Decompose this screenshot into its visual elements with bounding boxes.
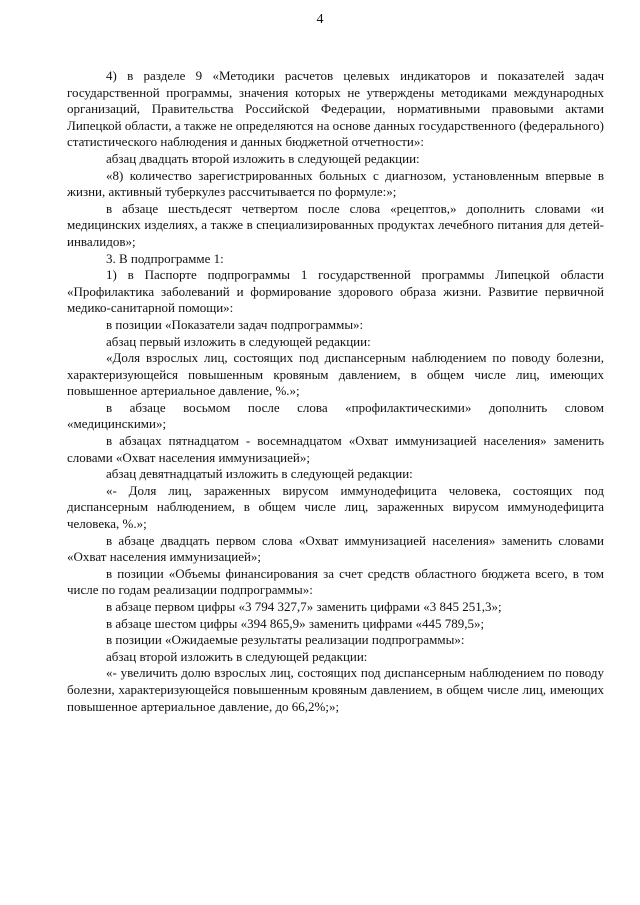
paragraph: «- Доля лиц, зараженных вирусом иммунодефицита человека, состоящих под диспансерным наблюдением, в общем числе лиц, зараженных вирусом иммунодефицита человека, %.»; xyxy=(67,482,604,532)
paragraph: абзац девятнадцатый изложить в следующей редакции: xyxy=(106,466,413,482)
paragraph: абзац двадцать второй изложить в следующей редакции: xyxy=(106,150,420,166)
paragraph: в абзаце первом цифры «3 794 327,7» заменить цифрами «3 845 251,3»; xyxy=(106,599,502,614)
paragraph: в абзаце шестьдесят четвертом после слова «рецептов,» дополнить словами «и медицинских изделиях, а также в специализированных продуктах лечебного питания для детей-инвалидов»; xyxy=(67,200,604,249)
paragraph: в абзаце шестом цифры «394 865,9» заменить цифрами «445 789,5»; xyxy=(106,615,485,631)
paragraph: 4) в разделе 9 «Методики расчетов целевых индикаторов и показателей задач государственной программы, значения которых не утверждены методиками международных организаций, Правительства Российской Федерации, нормативными правовыми актами Липецкой области, а также не определяются на основе данных государственного (федерального) статистического наблюдения и данных бюджетной отчетности»: xyxy=(67,68,604,150)
paragraph: в позиции «Показатели задач подпрограммы»: xyxy=(106,316,364,332)
paragraph: абзац первый изложить в следующей редакции: xyxy=(106,333,371,349)
paragraph: в позиции «Ожидаемые результаты реализации подпрограммы»: xyxy=(106,632,465,648)
paragraph: «Доля взрослых лиц, состоящих под диспансерным наблюдением по поводу болезни, характеризующейся повышенным кровяным давлением, в общем числе лиц, имеющих повышенное артериальное давление, %.»; xyxy=(67,350,604,399)
paragraph: 1) в Паспорте подпрограммы 1 государственной программы Липецкой области «Профилактика заболеваний и формирование здорового образа жизни. Развитие первичной медико-санитарной помощи»: xyxy=(67,267,604,316)
document-body xyxy=(67,68,604,715)
paragraph: «8) количество зарегистрированных больных с диагнозом, установленным впервые в жизни, активный туберкулез рассчитывается по формуле:»; xyxy=(67,167,604,200)
paragraph: 3. В подпрограмме 1: xyxy=(106,250,224,266)
page-number: 4 xyxy=(316,12,324,27)
paragraph: абзац второй изложить в следующей редакции: xyxy=(106,648,368,664)
paragraph: в абзаце двадцать первом слова «Охват иммунизацией населения» заменить словами «Охват населения иммунизацией»; xyxy=(67,532,604,565)
paragraph: «- увеличить долю взрослых лиц, состоящих под диспансерным наблюдением по поводу болезни, характеризующейся повышенным кровяным давлением, в общем числе лиц, имеющих повышенное артериальное давление, до 66,2%;»; xyxy=(67,665,604,714)
paragraph: в позиции «Объемы финансирования за счет средств областного бюджета всего, в том числе по годам реализации подпрограммы»: xyxy=(67,565,604,598)
paragraph: в абзаце восьмом после слова «профилактическими» дополнить словом «медицинскими»; xyxy=(67,399,604,432)
paragraph: в абзацах пятнадцатом - восемнадцатом «Охват иммунизацией населения» заменить словами «Охват населения иммунизацией»; xyxy=(67,433,604,465)
